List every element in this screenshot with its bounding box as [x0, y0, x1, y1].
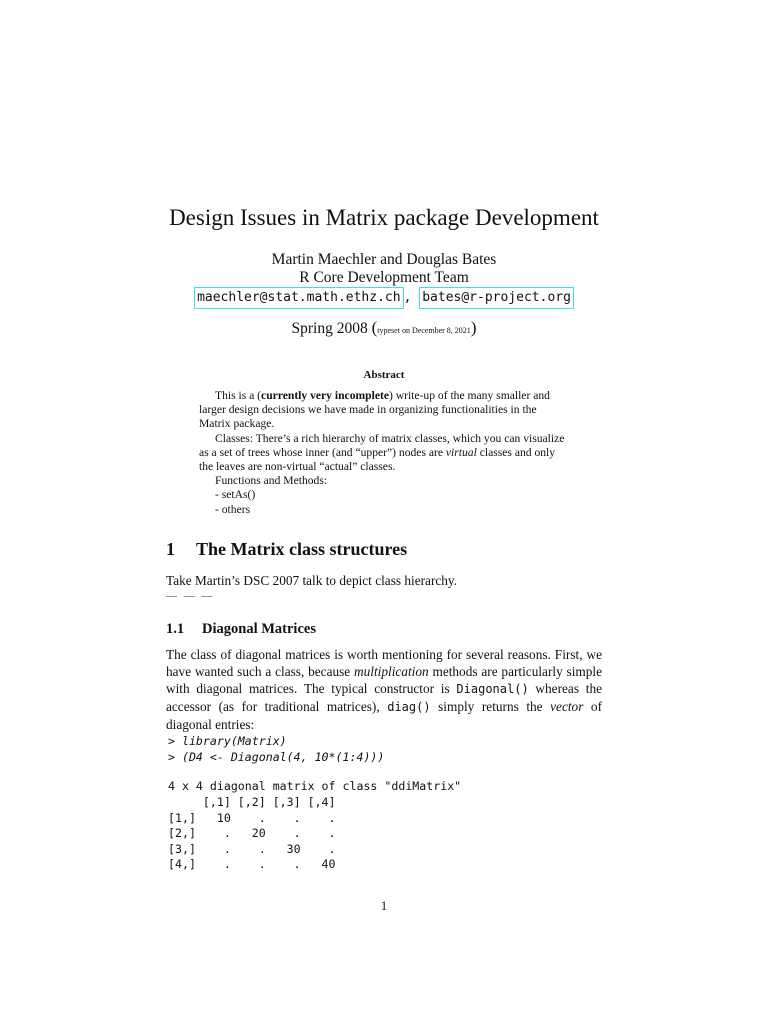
affiliation: R Core Development Team — [299, 269, 469, 286]
inline-code: Diagonal() — [456, 682, 529, 696]
date: Spring 2008 — [291, 320, 368, 337]
subsection-title: Diagonal Matrices — [202, 621, 316, 637]
code-output-line: [2,] . 20 . . — [168, 826, 336, 840]
abstract-line: Functions and Methods: — [215, 474, 328, 488]
code-output-line: [1,] 10 . . . — [168, 811, 336, 825]
code-output-line: [,1] [,2] [,3] [,4] — [168, 795, 336, 809]
authors: Martin Maechler and Douglas Bates — [271, 251, 497, 268]
paper-title: Design Issues in Matrix package Development — [169, 205, 599, 230]
section-heading — [166, 539, 407, 560]
section-title: The Matrix class structures — [196, 539, 408, 559]
abstract-line: - setAs() — [215, 488, 256, 502]
email-link-bates[interactable]: bates@r-project.org — [419, 287, 574, 309]
code-input-line: > library(Matrix) — [168, 734, 287, 748]
abstract-paragraph-1: This is a (currently very incomplete) write-up of the many smaller and larger design decisions we have made in organizing functionalities in the Matrix package. — [199, 389, 550, 431]
code-input-line: > (D4 <- Diagonal(4, 10*(1:4))) — [168, 750, 385, 764]
author-emails — [0, 287, 768, 309]
section-dashes: — — — — [166, 590, 215, 602]
section-number: 1 — [166, 539, 175, 559]
typeset-note: typeset on December 8, 2021 — [377, 326, 471, 335]
date-line: Spring 2008 (typeset on December 8, 2021) — [291, 318, 477, 337]
section-intro: Take Martin’s DSC 2007 talk to depict class hierarchy. — [166, 573, 458, 588]
inline-code: diag() — [387, 700, 431, 714]
abstract-heading: Abstract — [363, 369, 405, 381]
code-output-line: [3,] . . 30 . — [168, 842, 336, 856]
page-number: 1 — [380, 898, 388, 913]
subsection-heading — [166, 621, 316, 638]
subsection-number: 1.1 — [166, 621, 185, 637]
email-separator: , — [403, 290, 412, 305]
email-link-maechler[interactable]: maechler@stat.math.ethz.ch — [194, 287, 404, 309]
abstract-line: - others — [215, 502, 251, 516]
code-output-line: 4 x 4 diagonal matrix of class "ddiMatrix" — [168, 779, 462, 793]
diagonal-paragraph: The class of diagonal matrices is worth mentioning for several reasons. First, we have wanted such a class, because multiplication methods are particularly simple with diagonal matrices. The typical constructor is Diagonal() whereas the accessor (as for traditional matrices), diag() simply returns the vector of diagonal entries: — [166, 647, 603, 732]
code-output-line: [4,] . . . 40 — [168, 857, 336, 871]
abstract-paragraph-2: Classes: There’s a rich hierarchy of matrix classes, which you can visualize as a set of trees whose inner (and “upper”) nodes are virtual classes and only the leaves are non-virtual “actual” classes. — [199, 431, 565, 474]
abstract-body — [199, 389, 569, 517]
